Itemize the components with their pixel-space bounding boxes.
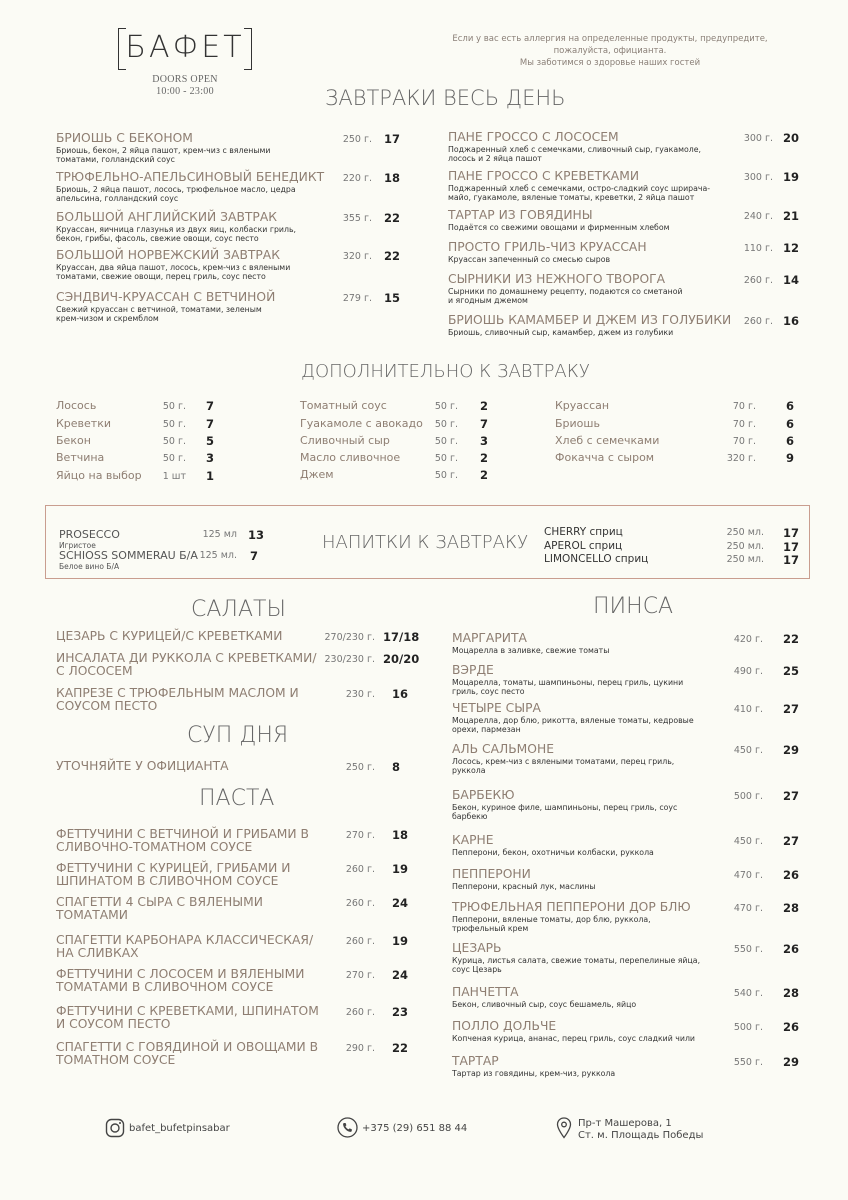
item-name-line: ШПИНАТОМ В СЛИВОЧНОМ СОУСЕ	[56, 874, 279, 888]
item-name: ВЭРДЕ	[452, 663, 494, 677]
description-line: бекон, грибы, фасоль, свежие овощи, соус песто	[56, 234, 259, 243]
item-name-line: ЦЕЗАРЬ С КУРИЦЕЙ/С КРЕВЕТКАМИ	[56, 629, 283, 643]
item-name-line: СПАГЕТТИ КАРБОНАРА КЛАССИЧЕСКАЯ/	[56, 933, 314, 947]
drinks-title: НАПИТКИ К ЗАВТРАКУ	[322, 532, 529, 553]
item-price: 19	[392, 934, 409, 948]
description-line: томатами, голландский соус	[56, 155, 175, 164]
description-line: орехи, пармезан	[452, 725, 521, 734]
description-line: Пепперони, вяленые томаты, дор блю, руккола,	[452, 915, 651, 924]
item-weight: 230 г.	[345, 689, 375, 700]
item-weight: 300 г.	[743, 133, 773, 144]
menu-item	[56, 862, 326, 888]
drink-name: LIMONCELLO сприц	[544, 553, 649, 565]
description-line: майо, гуакамоле, вяленые томаты, креветки, 2 яйца пашот	[448, 193, 695, 202]
description-line: соус Цезарь	[452, 965, 502, 974]
item-name-line: НА СЛИВКАХ	[56, 946, 139, 960]
extra-item-name: Бекон	[56, 434, 91, 447]
item-name: СЭНДВИЧ-КРУАССАН С ВЕТЧИНОЙ	[56, 290, 276, 304]
menu-item	[56, 171, 356, 203]
description-line: Бекон, сливочный сыр, соус бешамель, яйцо	[452, 1000, 637, 1009]
description-line: Подаётся со свежими овощами и фирменным хлебом	[448, 223, 670, 232]
item-name: АЛЬ САЛЬМОНЕ	[452, 742, 554, 756]
item-description	[56, 225, 356, 243]
description-line: томатами, свежие овощи, перец гриль, соус песто	[56, 272, 266, 281]
item-name-line: СПАГЕТТИ С ГОВЯДИНОЙ И ОВОЩАМИ В	[56, 1040, 319, 1054]
menu-item	[56, 760, 326, 773]
item-description	[452, 915, 722, 933]
item-weight: 260 г.	[743, 275, 773, 286]
extra-item-name: Сливочный сыр	[300, 434, 390, 447]
menu-item	[56, 896, 326, 922]
description-line: гриль, соус песто	[452, 687, 525, 696]
item-name: ПОЛЛО ДОЛЬЧЕ	[452, 1019, 557, 1033]
drink-subtitle: Игристое	[59, 541, 96, 550]
pasta-title: ПАСТА	[199, 786, 275, 811]
description-line: Моцарелла, томаты, шампиньоны, перец гриль, цукини	[452, 678, 684, 687]
item-price: 19	[783, 170, 800, 184]
extra-item-price: 5	[206, 434, 215, 448]
item-price: 27	[783, 702, 800, 716]
description-line: барбекю	[452, 812, 488, 821]
instagram-handle[interactable]: bafet_bufetpinsabar	[129, 1123, 230, 1134]
allergy-note: Если у вас есть аллергия на определенные продукты, предупредите, пожалуйста, официанта. Мы заботимся о здоровье наших гостей	[452, 34, 768, 68]
item-weight: 550 г.	[733, 944, 763, 955]
item-name-line: ИНСАЛАТА ДИ РУККОЛА С КРЕВЕТКАМИ/	[56, 651, 317, 665]
item-description	[452, 803, 722, 821]
drink-volume: 250 мл.	[726, 541, 764, 552]
extra-item-price: 2	[480, 451, 489, 465]
item-price: 26	[783, 868, 800, 882]
drink-name: SCHIOSS SOMMERAU Б/А	[59, 549, 198, 562]
description-line: Круассан, два яйца пашот, лосось, крем-чиз с вялеными	[56, 263, 291, 272]
menu-item	[56, 291, 356, 323]
item-name-line: ТОМАТНОМ СОУСЕ	[56, 1053, 176, 1067]
extra-item-price: 7	[206, 417, 215, 431]
item-weight: 250 г.	[345, 762, 375, 773]
description-line: Бриошь, 2 яйца пашот, лосось, трюфельное масло, цедра	[56, 185, 296, 194]
menu-item	[452, 986, 722, 1009]
item-name-line: СПАГЕТТИ 4 СЫРА С ВЯЛЕНЫМИ	[56, 895, 263, 909]
menu-item	[448, 131, 748, 163]
item-price: 26	[783, 1020, 800, 1034]
drink-name: APEROL сприц	[544, 540, 623, 552]
menu-item	[448, 314, 748, 337]
item-name: ПРОСТО ГРИЛЬ-ЧИЗ КРУАССАН	[448, 240, 647, 254]
item-name: ЧЕТЫРЕ СЫРА	[452, 701, 541, 715]
description-line: Бриошь, бекон, 2 яйца пашот, крем-чиз с вялеными	[56, 146, 271, 155]
item-price: 12	[783, 241, 800, 255]
item-name: МАРГАРИТА	[452, 631, 527, 645]
item-description	[452, 1034, 722, 1043]
extra-item-price: 1	[206, 469, 215, 483]
soup-title: СУП ДНЯ	[187, 723, 289, 748]
item-name: БРИОШЬ С БЕКОНОМ	[56, 131, 193, 145]
item-weight: 420 г.	[733, 634, 763, 645]
drink-price: 7	[250, 549, 259, 563]
description-line: и ягодным джемом	[448, 296, 528, 305]
item-name-line: СОУСОМ ПЕСТО	[56, 699, 158, 713]
item-weight: 260 г.	[345, 1007, 375, 1018]
address-metro[interactable]: Ст. м. Площадь Победы	[578, 1130, 704, 1141]
item-description	[448, 287, 748, 305]
drink-price: 17	[783, 526, 800, 540]
extra-item-price: 3	[206, 451, 215, 465]
item-description	[448, 145, 748, 163]
item-weight: 450 г.	[733, 745, 763, 756]
item-description	[448, 328, 748, 337]
item-price: 19	[392, 862, 409, 876]
item-name: БОЛЬШОЙ НОРВЕЖСКИЙ ЗАВТРАК	[56, 248, 280, 262]
item-weight: 550 г.	[733, 1057, 763, 1068]
extra-item-weight: 50 г.	[162, 453, 186, 464]
item-price: 28	[783, 986, 800, 1000]
item-name-line: УТОЧНЯЙТЕ У ОФИЦИАНТА	[56, 759, 229, 773]
item-weight: 230/230 г.	[324, 654, 375, 665]
item-name: ТРЮФЕЛЬНАЯ ПЕППЕРОНИ ДОР БЛЮ	[452, 900, 691, 914]
address-street[interactable]: Пр-т Машерова, 1	[578, 1118, 672, 1129]
extra-item-weight: 50 г.	[434, 453, 458, 464]
description-line: лосось и 2 яйца пашот	[448, 154, 542, 163]
item-price: 27	[783, 789, 800, 803]
extra-item-weight: 70 г.	[732, 401, 756, 412]
extra-item-name: Креветки	[56, 417, 112, 430]
item-description	[452, 1000, 722, 1009]
description-line: Пепперони, красный лук, маслины	[452, 882, 596, 891]
item-name-line: КАПРЕЗЕ С ТРЮФЕЛЬНЫМ МАСЛОМ И	[56, 686, 299, 700]
drink-name: CHERRY сприц	[544, 526, 623, 538]
menu-item	[452, 834, 722, 857]
opening-hours: 10:00 - 23:00	[156, 86, 214, 97]
item-name: ПАНЧЕТТА	[452, 985, 519, 999]
item-weight: 110 г.	[743, 243, 773, 254]
item-price: 25	[783, 664, 800, 678]
item-price: 16	[783, 314, 800, 328]
extra-item-price: 2	[480, 399, 489, 413]
location-icon	[556, 1117, 572, 1139]
extra-item-name: Масло сливочное	[300, 451, 401, 464]
item-name: ТАРТАР	[452, 1054, 499, 1068]
breakfast-title: ЗАВТРАКИ ВЕСЬ ДЕНЬ	[325, 86, 566, 110]
item-name-line: ТОМАТАМИ В СЛИВОЧНОМ СОУСЕ	[56, 980, 274, 994]
description-line: Свежий круассан с ветчиной, томатами, зеленым	[56, 305, 262, 314]
menu-item	[448, 241, 748, 264]
item-weight: 260 г.	[345, 936, 375, 947]
menu-item	[452, 1020, 722, 1043]
item-description	[56, 263, 356, 281]
item-weight: 320 г.	[342, 251, 372, 262]
item-description	[56, 185, 356, 203]
extra-item-name: Яйцо на выбор	[56, 469, 142, 482]
extra-item-name: Фокачча с сыром	[555, 451, 655, 464]
description-line: Копченая курица, ананас, перец гриль, соус сладкий чили	[452, 1034, 696, 1043]
menu-item	[452, 702, 722, 734]
description-line: Круассан, яичница глазунья из двух яиц, колбаски гриль,	[56, 225, 297, 234]
item-price: 8	[392, 760, 401, 774]
item-name: ТРЮФЕЛЬНО-АПЕЛЬСИНОВЫЙ БЕНЕДИКТ	[56, 170, 325, 184]
menu-item	[452, 942, 722, 974]
item-weight: 490 г.	[733, 666, 763, 677]
extra-item-weight: 50 г.	[162, 401, 186, 412]
description-line: трюфельный крем	[452, 924, 529, 933]
menu-item	[56, 1005, 326, 1031]
item-weight: 260 г.	[345, 864, 375, 875]
item-price: 14	[783, 273, 800, 287]
extra-item-name: Гуакамоле с авокадо	[300, 417, 423, 430]
extra-item-name: Джем	[300, 468, 334, 481]
description-line: Поджаренный хлеб с семечками, сливочный сыр, гуакамоле,	[448, 145, 702, 154]
menu-item	[56, 934, 326, 960]
extra-item-price: 2	[480, 468, 489, 482]
item-weight: 270 г.	[345, 970, 375, 981]
drink-price: 17	[783, 553, 800, 567]
menu-item	[452, 743, 722, 775]
item-weight: 270/230 г.	[324, 632, 375, 643]
item-name-line: СЛИВОЧНО-ТОМАТНОМ СОУСЕ	[56, 840, 253, 854]
item-description	[452, 848, 722, 857]
item-name: ЦЕЗАРЬ	[452, 941, 502, 955]
item-price: 22	[392, 1041, 409, 1055]
menu-item	[448, 170, 748, 202]
item-description	[452, 1069, 722, 1078]
item-name-line: ФЕТТУЧИНИ С ВЕТЧИНОЙ И ГРИБАМИ В	[56, 827, 309, 841]
menu-item	[56, 828, 326, 854]
drink-name: PROSECCO	[59, 528, 120, 541]
description-line: Пепперони, бекон, охотничьи колбаски, руккола	[452, 848, 654, 857]
menu-item	[452, 789, 722, 821]
item-name: БРИОШЬ КАМАМБЕР И ДЖЕМ ИЗ ГОЛУБИКИ	[448, 313, 732, 327]
extra-item-name: Лосось	[56, 399, 97, 412]
item-description	[452, 716, 722, 734]
item-weight: 500 г.	[733, 1022, 763, 1033]
description-line: Сырники по домашнему рецепту, подаются со сметаной	[448, 287, 683, 296]
extra-item-weight: 1 шт	[162, 471, 186, 482]
phone-icon	[337, 1117, 358, 1138]
item-name: СЫРНИКИ ИЗ НЕЖНОГО ТВОРОГА	[448, 272, 666, 286]
item-description	[452, 678, 722, 696]
menu-item	[448, 209, 748, 232]
item-weight: 355 г.	[342, 213, 372, 224]
extra-item-name: Бриошь	[555, 417, 600, 430]
item-description	[448, 255, 748, 264]
extra-item-price: 6	[786, 417, 795, 431]
item-name-line: ФЕТТУЧИНИ С КУРИЦЕЙ, ГРИБАМИ И	[56, 861, 291, 875]
extra-item-weight: 50 г.	[434, 401, 458, 412]
drink-price: 17	[783, 540, 800, 554]
extra-item-price: 7	[206, 399, 215, 413]
description-line: Бриошь, сливочный сыр, камамбер, джем из голубики	[448, 328, 674, 337]
item-price: 15	[384, 291, 401, 305]
menu-item	[56, 211, 356, 243]
item-price: 23	[392, 1005, 409, 1019]
description-line: Круассан запеченный со смесью сыров	[448, 255, 611, 264]
item-description	[448, 223, 748, 232]
item-price: 28	[783, 901, 800, 915]
item-name: ПЕППЕРОНИ	[452, 867, 531, 881]
logo-text: БАФЕТ	[125, 30, 245, 65]
item-weight: 540 г.	[733, 988, 763, 999]
description-line: Моцарелла, дор блю, рикотта, вяленые томаты, кедровые	[452, 716, 694, 725]
menu-item	[56, 249, 356, 281]
item-weight: 500 г.	[733, 791, 763, 802]
drink-subtitle: Белое вино Б/А	[59, 562, 120, 571]
menu-item	[448, 273, 748, 305]
item-name: КАРНЕ	[452, 833, 494, 847]
item-name: ПАНЕ ГРОССО С КРЕВЕТКАМИ	[448, 169, 640, 183]
item-weight: 290 г.	[345, 1043, 375, 1054]
item-weight: 250 г.	[342, 134, 372, 145]
menu-item	[452, 1055, 722, 1078]
description-line: Моцарелла в заливке, свежие томаты	[452, 646, 610, 655]
item-weight: 260 г.	[743, 316, 773, 327]
menu-item	[452, 632, 722, 655]
description-line: Курица, листья салата, свежие томаты, перепелиные яйца,	[452, 956, 701, 965]
extra-item-name: Круассан	[555, 399, 610, 412]
item-description	[452, 757, 722, 775]
item-name-line: ТОМАТАМИ	[56, 908, 128, 922]
extra-item-weight: 50 г.	[162, 436, 186, 447]
item-price: 27	[783, 834, 800, 848]
item-weight: 279 г.	[342, 293, 372, 304]
item-description	[452, 956, 722, 974]
extra-item-weight: 320 г.	[726, 453, 756, 464]
item-price: 29	[783, 743, 800, 757]
menu-item	[56, 652, 326, 678]
item-name-line: С ЛОСОСЕМ	[56, 664, 133, 678]
item-weight: 470 г.	[733, 870, 763, 881]
item-weight: 270 г.	[345, 830, 375, 841]
description-line: Лосось, крем-чиз с вялеными томатами, перец гриль,	[452, 757, 675, 766]
logo	[118, 28, 252, 70]
menu-item	[452, 868, 722, 891]
description-line: Поджаренный хлеб с семечками, остро-сладкий соус шрирача-	[448, 184, 711, 193]
item-weight: 450 г.	[733, 836, 763, 847]
extra-item-price: 6	[786, 434, 795, 448]
description-line: крем-чизом и скремблом	[56, 314, 159, 323]
menu-item	[452, 901, 722, 933]
item-name-line: И СОУСОМ ПЕСТО	[56, 1017, 171, 1031]
item-price: 17/18	[383, 630, 420, 644]
item-description	[56, 146, 356, 164]
menu-item	[56, 687, 326, 713]
extra-item-weight: 70 г.	[732, 419, 756, 430]
extra-item-weight: 50 г.	[162, 419, 186, 430]
extra-item-weight: 50 г.	[434, 436, 458, 447]
extras-title: ДОПОЛНИТЕЛЬНО К ЗАВТРАКУ	[301, 361, 590, 382]
item-price: 29	[783, 1055, 800, 1069]
item-price: 16	[392, 687, 409, 701]
menu-item	[56, 132, 356, 164]
item-weight: 410 г.	[733, 704, 763, 715]
pinsa-title: ПИНСА	[593, 594, 674, 619]
extra-item-name: Хлеб с семечками	[555, 434, 660, 447]
item-name: БАРБЕКЮ	[452, 788, 515, 802]
item-weight: 260 г.	[345, 898, 375, 909]
item-price: 18	[392, 828, 409, 842]
item-price: 26	[783, 942, 800, 956]
extra-item-name: Ветчина	[56, 451, 105, 464]
item-weight: 300 г.	[743, 172, 773, 183]
menu-item	[56, 1041, 326, 1067]
extra-item-price: 6	[786, 399, 795, 413]
extra-item-price: 9	[786, 451, 795, 465]
drink-volume: 125 мл.	[199, 550, 237, 561]
extra-item-weight: 50 г.	[434, 419, 458, 430]
item-name-line: ФЕТТУЧИНИ С ЛОСОСЕМ И ВЯЛЕНЫМИ	[56, 967, 305, 981]
extra-item-price: 3	[480, 434, 489, 448]
item-price: 20/20	[383, 652, 420, 666]
drink-volume: 250 мл.	[726, 554, 764, 565]
item-name: ПАНЕ ГРОССО С ЛОСОСЕМ	[448, 130, 619, 144]
item-description	[452, 646, 722, 655]
extra-item-weight: 70 г.	[732, 436, 756, 447]
item-price: 20	[783, 131, 800, 145]
salads-title: САЛАТЫ	[191, 597, 286, 622]
description-line: апельсина, голландский соус	[56, 194, 179, 203]
drink-volume: 250 мл.	[726, 527, 764, 538]
item-price: 18	[384, 171, 401, 185]
item-price: 24	[392, 968, 409, 982]
description-line: руккола	[452, 766, 486, 775]
item-price: 22	[384, 211, 401, 225]
phone-number[interactable]: +375 (29) 651 88 44	[362, 1123, 468, 1134]
item-weight: 240 г.	[743, 211, 773, 222]
item-weight: 470 г.	[733, 903, 763, 914]
item-name: БОЛЬШОЙ АНГЛИЙСКИЙ ЗАВТРАК	[56, 210, 277, 224]
item-price: 24	[392, 896, 409, 910]
description-line: Тартар из говядины, крем-чиз, руккола	[452, 1069, 616, 1078]
menu-item	[56, 968, 326, 994]
description-line: Бекон, куриное филе, шампиньоны, перец гриль, соус	[452, 803, 678, 812]
extra-item-name: Томатный соус	[300, 399, 387, 412]
drink-volume: 125 мл	[202, 529, 237, 540]
item-name: ТАРТАР ИЗ ГОВЯДИНЫ	[448, 208, 593, 222]
doors-open-label: DOORS OPEN	[152, 74, 218, 85]
item-price: 22	[384, 249, 401, 263]
item-description	[448, 184, 748, 202]
item-weight: 220 г.	[342, 173, 372, 184]
drink-price: 13	[248, 528, 265, 542]
item-price: 21	[783, 209, 800, 223]
item-price: 22	[783, 632, 800, 646]
menu-item	[56, 630, 326, 643]
extra-item-price: 7	[480, 417, 489, 431]
item-description	[56, 305, 356, 323]
menu-item	[452, 664, 722, 696]
item-description	[452, 882, 722, 891]
extra-item-weight: 50 г.	[434, 470, 458, 481]
item-price: 17	[384, 132, 401, 146]
item-name-line: ФЕТТУЧИНИ С КРЕВЕТКАМИ, ШПИНАТОМ	[56, 1004, 319, 1018]
instagram-icon	[105, 1118, 125, 1138]
